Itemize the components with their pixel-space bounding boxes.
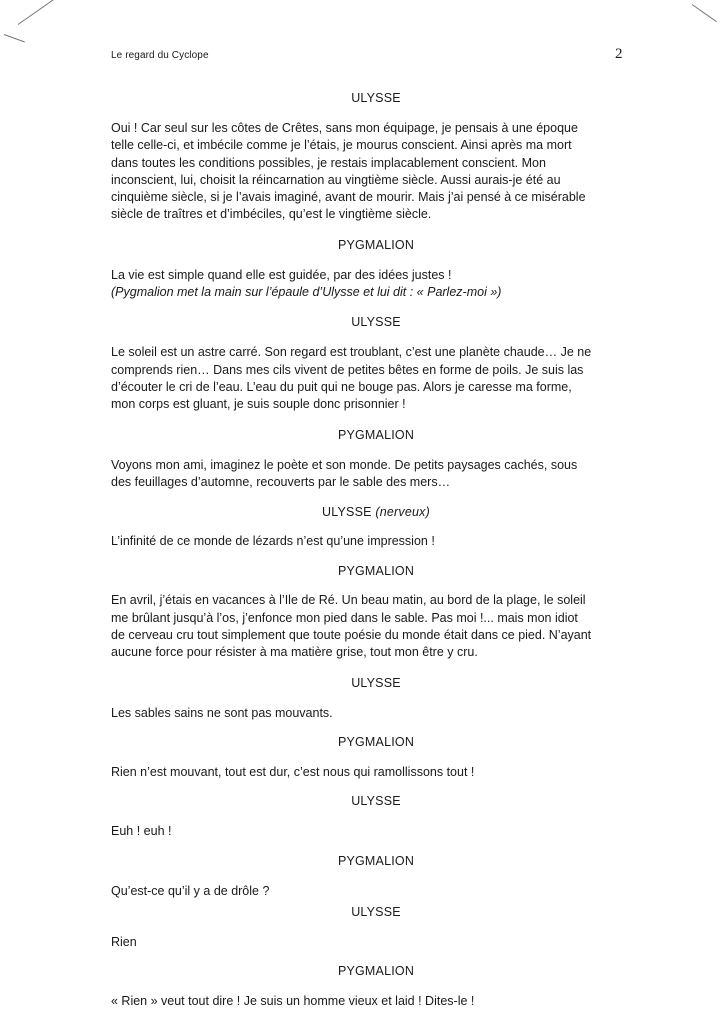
dialogue-line: Qu’est-ce qu’il y a de drôle ? bbox=[111, 883, 270, 898]
dialogue-line: inconscient, lui, choisit la réincarnation au vingtième siècle. Aussi aurais-je été au bbox=[111, 172, 561, 187]
speaker-name bbox=[111, 563, 641, 580]
speaker-name bbox=[111, 314, 641, 331]
speaker-label: ULYSSE bbox=[351, 91, 401, 105]
speaker-name bbox=[111, 504, 641, 521]
speaker-label: ULYSSE bbox=[322, 505, 372, 520]
speaker-name bbox=[111, 793, 641, 810]
speaker-label: ULYSSE bbox=[351, 675, 401, 690]
dialogue-line: d’écouter le cri de l’eau. L’eau du puit qui ne bouge pas. Alors je caresse ma forme, bbox=[111, 379, 572, 394]
stage-direction-line: (Pygmalion met la main sur l’épaule d’Ulysse et lui dit : « Parlez-moi ») bbox=[111, 285, 502, 300]
speaker-label: PYGMALION bbox=[337, 734, 415, 749]
dialogue-line: Oui ! Car seul sur les côtes de Crêtes, sans mon équipage, je pensais à une époque bbox=[111, 121, 578, 135]
speaker-label: PYGMALION bbox=[337, 964, 415, 979]
speaker-name bbox=[111, 90, 641, 107]
dialogue-line: Le soleil est un astre carré. Son regard est troublant, c’est une planète chaude… Je ne bbox=[111, 345, 592, 360]
dialogue-line: siècle de traîtres et d’imbéciles, qu’est le vingtième siècle. bbox=[111, 207, 432, 222]
dialogue-line: Euh ! euh ! bbox=[111, 824, 172, 839]
dialogue-line: Les sables sains ne sont pas mouvants. bbox=[111, 705, 333, 720]
dialogue-line: « Rien » veut tout dire ! Je suis un homme vieux et laid ! Dites-le ! bbox=[111, 994, 475, 1009]
speaker-label: PYGMALION bbox=[337, 237, 415, 252]
running-title: Le regard du Cyclope bbox=[111, 50, 209, 61]
speaker-label: ULYSSE bbox=[351, 794, 401, 809]
dialogue-line: de cerveau cru tout simplement que toute poésie du monde était dans ce pied. N’ayant bbox=[111, 628, 592, 643]
speaker-label: PYGMALION bbox=[337, 564, 415, 579]
speaker-name bbox=[111, 734, 641, 751]
dialogue-line: Rien n’est mouvant, tout est dur, c’est nous qui ramollissons tout ! bbox=[111, 764, 475, 779]
speaker-label: PYGMALION bbox=[337, 427, 415, 442]
speaker-name bbox=[111, 853, 641, 870]
speaker-name bbox=[111, 237, 641, 254]
dialogue-line: comprends rien… Dans mes cils vivent de petites bêtes en forme de poils. Je suis las bbox=[111, 362, 584, 377]
dialogue-body bbox=[111, 90, 641, 1010]
scan-mark-top-left bbox=[18, 0, 61, 25]
speaker-name bbox=[111, 963, 641, 980]
dialogue-line: En avril, j’étais en vacances à l’Ile de Ré. Un beau matin, au bord de la plage, le soleil bbox=[111, 593, 586, 608]
scan-mark-top-right bbox=[692, 4, 717, 22]
dialogue-line: cinquième siècle, si je l’avais imaginé, avant de mourir. Mais j’ai pensé à ce misérable bbox=[111, 190, 586, 205]
speaker-name bbox=[111, 675, 641, 692]
speaker-name bbox=[111, 904, 641, 921]
dialogue-line: L’infinité de ce monde de lézards n’est qu’une impression ! bbox=[111, 534, 435, 549]
page-number: 2 bbox=[615, 46, 623, 62]
speaker-name bbox=[111, 427, 641, 444]
speaker-label: ULYSSE bbox=[351, 315, 401, 330]
dialogue-line: des feuillages d’automne, recouverts par le sable des mers… bbox=[111, 474, 451, 489]
speaker-label: ULYSSE bbox=[351, 904, 401, 919]
dialogue-line: aucune force pour résister à ma matière grise, tout mon être y cru. bbox=[111, 645, 478, 660]
dialogue-line: La vie est simple quand elle est guidée, par des idées justes ! bbox=[111, 267, 452, 282]
scan-mark-top-left-2 bbox=[4, 34, 25, 42]
dialogue-line: me brûlant jusqu’à l’os, j’enfonce mon pied dans le sable. Pas moi !... mais mon idiot bbox=[111, 610, 578, 625]
dialogue-line: mon corps est gluant, je suis souple donc prisonnier ! bbox=[111, 397, 406, 412]
dialogue-line: telle celle-ci, et imbécile comme je l’étais, je mourus conscient. Ainsi après ma mort bbox=[111, 138, 572, 153]
stage-direction: (nerveux) bbox=[375, 505, 430, 520]
speaker-label: PYGMALION bbox=[337, 853, 415, 868]
dialogue-line: Voyons mon ami, imaginez le poète et son monde. De petits paysages cachés, sous bbox=[111, 457, 578, 472]
dialogue-line: Rien bbox=[111, 934, 137, 949]
dialogue-line: dans toutes les conditions possibles, je restais implacablement conscient. Mon bbox=[111, 155, 546, 170]
